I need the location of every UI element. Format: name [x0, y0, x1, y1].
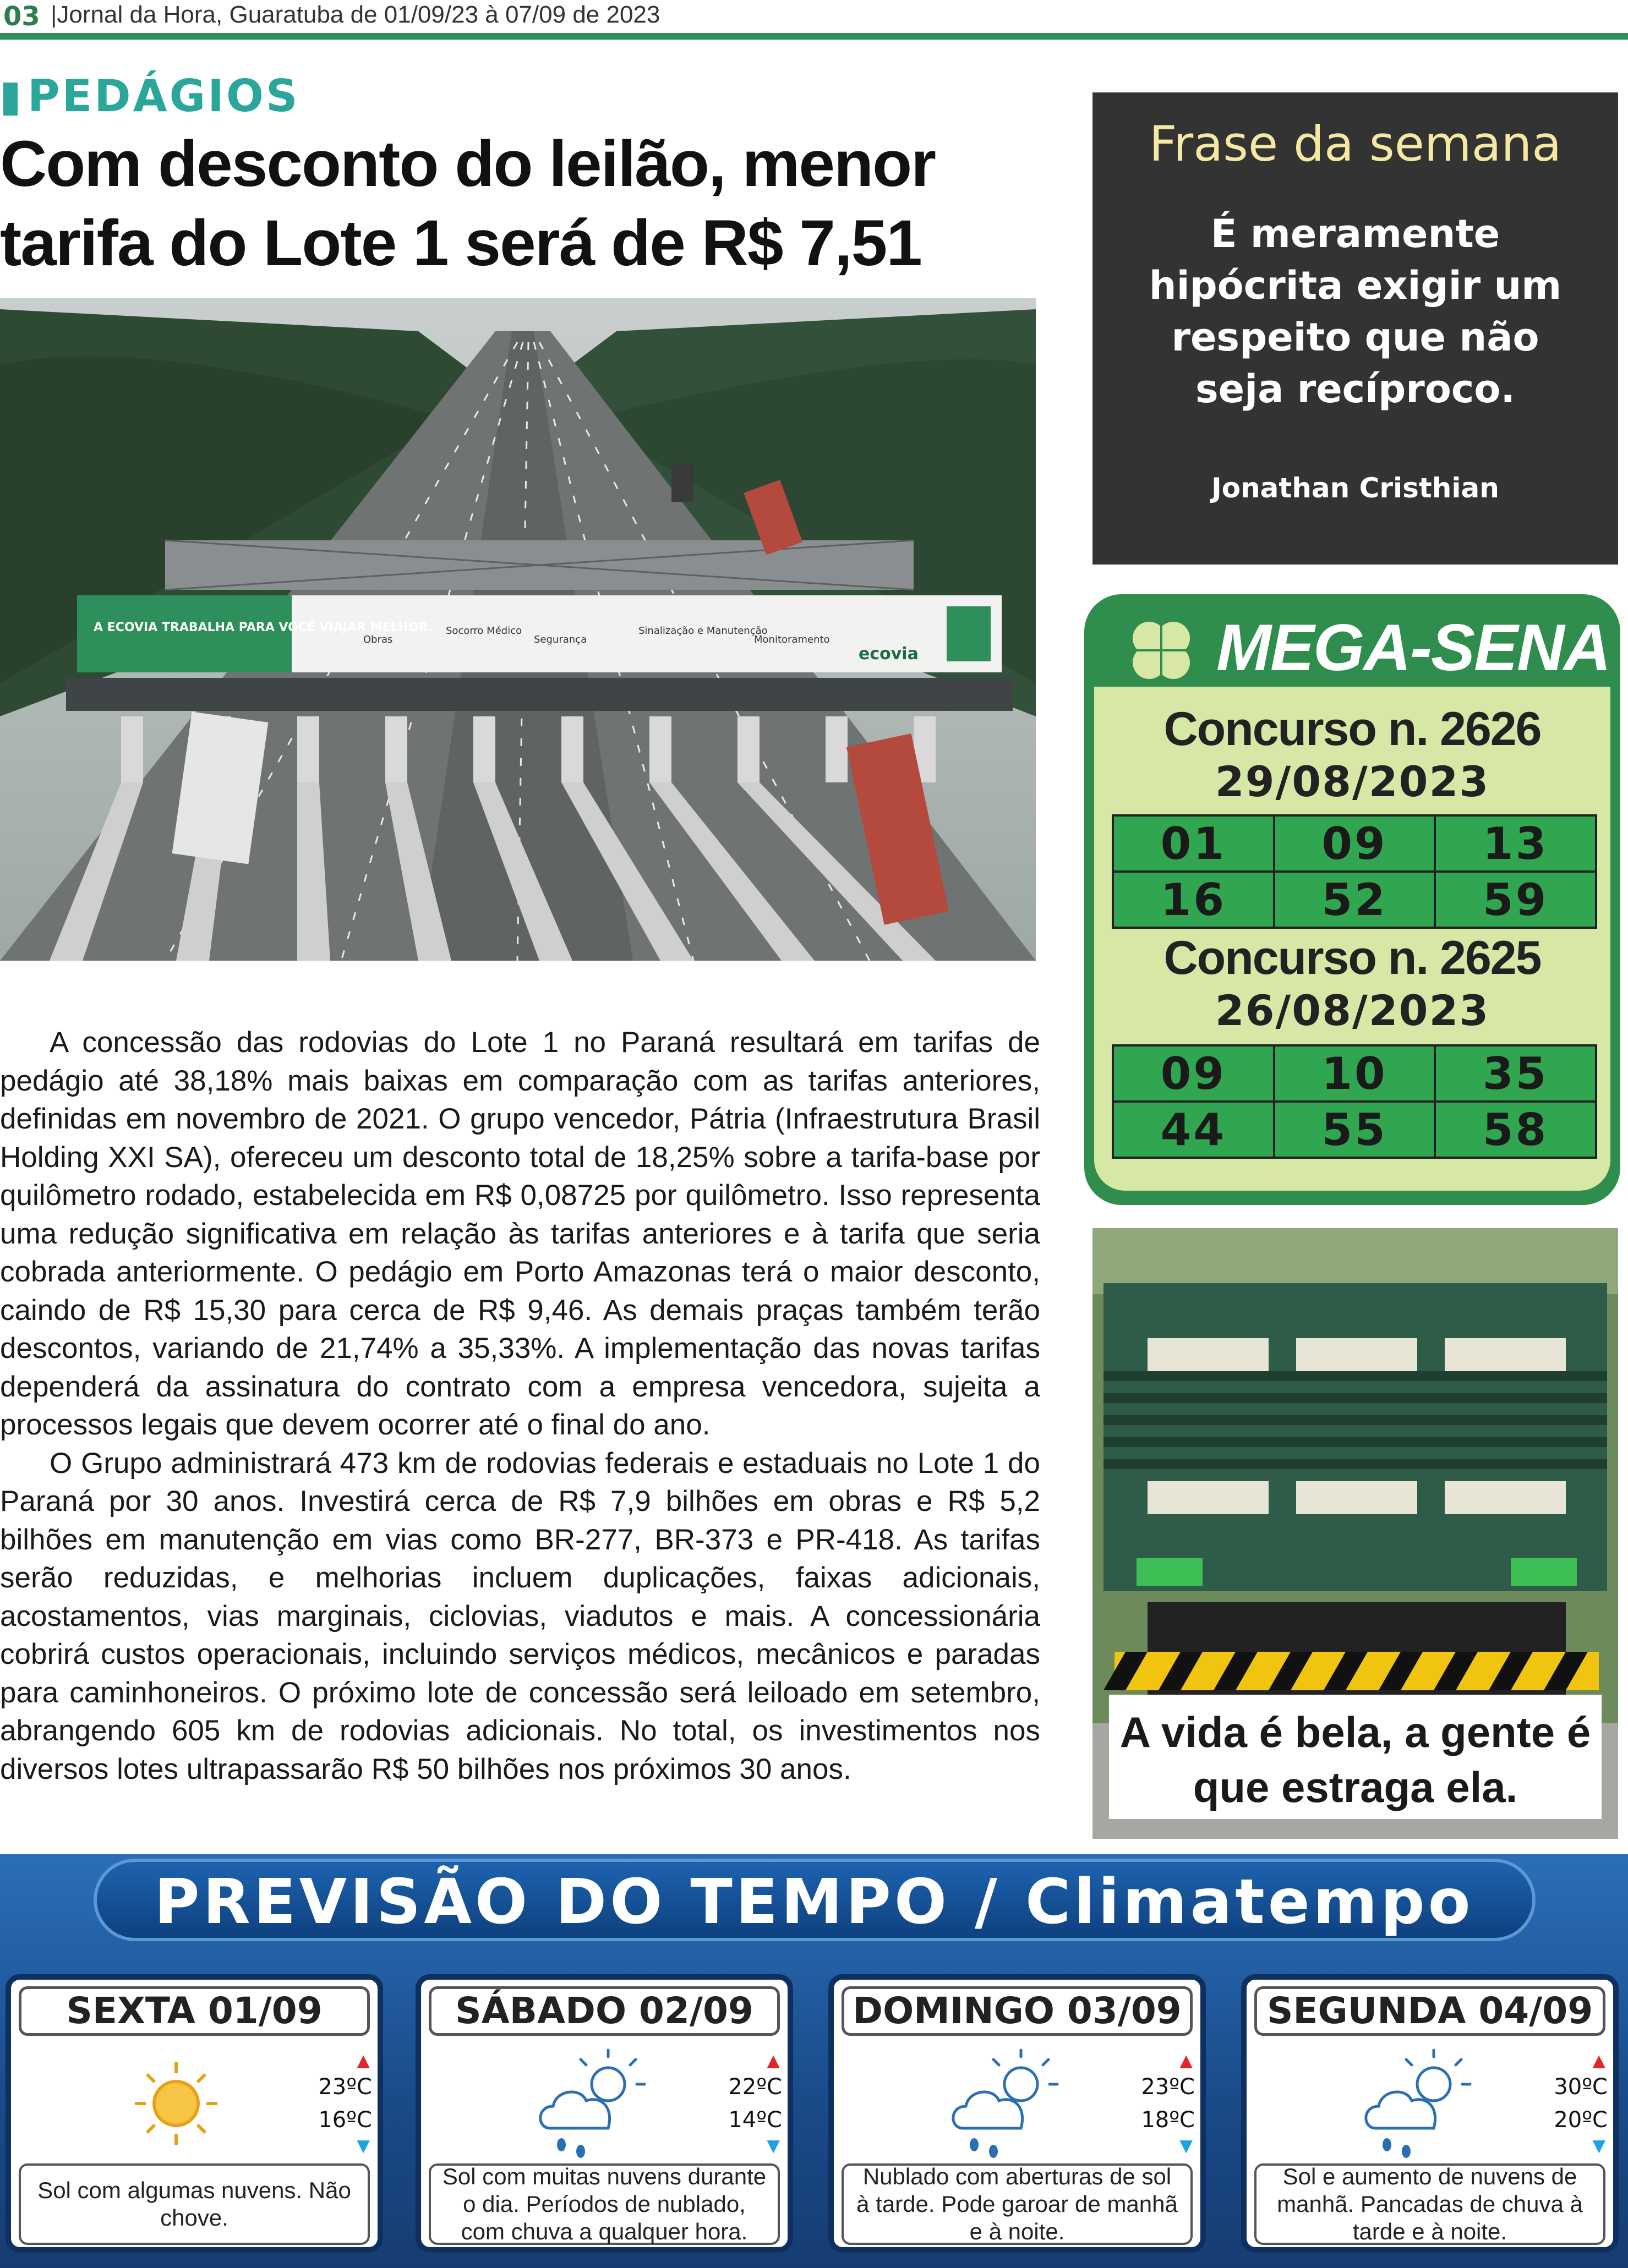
sun-ray: [147, 2125, 155, 2133]
drawn-number: 01: [1114, 817, 1273, 870]
article-paragraph: A concessão das rodovias do Lote 1 no Paraná resultará em tarifas de pedágio até 38,18% mais baixas em comparação com as tarifas anteriores, definidas em novembro de 2021. O grupo vencedor, Pátria (Infraestrutura Brasil Holding XXI SA), ofereceu um desconto total de 18,25% sobre a tarifa-base por quilômetro rodado, estabelecida em R$ 0,08725 por quilômetro. Isso representa uma redução significativa em relação às tarifas anteriores e à tarifa que seria cobrada anteriormente. O pedágio em Porto Amazonas terá o maior desconto, caindo de R$ 15,30 para cerca de R$ 9,46. As demais praças também terão descontos, variando de 21,74% a 35,33%. A implementação das novas tarifas dependerá da assinatura do contrato com a empresa vencedora, sujeita a processos legais que devem ocorrer até o final do ano.: [0, 1026, 1040, 1441]
weather-section: [0, 1854, 1628, 2268]
header-divider: [0, 33, 1628, 40]
temp-min: 14ºC: [728, 2107, 782, 2133]
drawn-number: 59: [1436, 873, 1595, 927]
banner-item: Segurança: [534, 634, 587, 645]
weather-title: PREVISÃO DO TEMPO / Climatempo: [154, 1866, 1474, 1938]
mega-sena-title: MEGA-SENA: [1216, 611, 1610, 684]
phrase-box: [1092, 92, 1618, 565]
draw-date: 29/08/2023: [1215, 757, 1490, 806]
sun-ray: [147, 2074, 155, 2082]
temp-up-arrow-icon: ▲: [1588, 2049, 1610, 2073]
drawn-number: 35: [1436, 1047, 1595, 1100]
temp-min: 18ºC: [1141, 2107, 1195, 2133]
temp-up-arrow-icon: ▲: [762, 2049, 784, 2073]
article-paragraph: O Grupo administrará 473 km de rodovias federais e estaduais no Lote 1 do Paraná por 30 anos. Investirá cerca de R$ 7,9 bilhões em obras e R$ 5,2 bilhões em manutenção em vias como BR-277, BR-373 e PR-418. As tarifas serão reduzidas, e melhorias incluem duplicações, faixas adicionais, acostamentos, vias marginais, ciclovias, viadutos e mais. A concessionária cobrirá custos operacionais, incluindo serviços médicos, mecânicos e paradas para caminhoneiros. O próximo lote de concessão será leiloado em setembro, abrangendo 605 km de rodovias adicionais. No total, os investimentos nos diversos lotes ultrapassarão R$ 50 bilhões nos próximos 30 anos.: [0, 1447, 1040, 1785]
forecast-day: SEGUNDA 04/09: [1254, 1986, 1605, 2036]
temp-min: 16ºC: [318, 2107, 372, 2133]
forecast-card: [828, 1974, 1206, 2253]
section-tag-bar: [3, 83, 18, 116]
sun-ray: [198, 2125, 205, 2133]
temp-up-arrow-icon: ▲: [352, 2049, 374, 2073]
article-body: [0, 1023, 1040, 1788]
banner-item: Monitoramento: [754, 634, 830, 645]
temp-down-arrow-icon: ▼: [352, 2134, 374, 2158]
forecast-card: [1241, 1974, 1619, 2253]
drawn-number: 16: [1114, 873, 1273, 927]
article-headline: Com desconto do leilão, menor tarifa do Lote 1 será de R$ 7,51: [0, 128, 936, 280]
drawn-number: 09: [1114, 1047, 1273, 1100]
draw-label: Concurso n. 2626: [1163, 703, 1541, 755]
toll-plaza-photo: [0, 298, 1036, 961]
cloud-sun-rain-icon: [520, 2046, 652, 2161]
temp-min: 20ºC: [1554, 2107, 1608, 2133]
drawn-number: 44: [1114, 1103, 1273, 1157]
clover-icon: [1123, 612, 1200, 689]
mega-sena-box: [1084, 594, 1620, 1205]
sun-ray: [198, 2074, 205, 2082]
banner-item: Sinalização e Manutenção: [638, 625, 768, 637]
forecast-day: SEXTA 01/09: [19, 1986, 370, 2036]
temp-down-arrow-icon: ▼: [1175, 2134, 1197, 2158]
page-number: 03: [3, 1, 40, 32]
banner-logo: ecovia: [859, 644, 919, 664]
section-tag: PEDÁGIOS: [28, 70, 300, 122]
banner-item: Socorro Médico: [446, 625, 522, 637]
temp-max: 23ºC: [1141, 2074, 1195, 2100]
forecast-description: Sol e aumento de nuvens de manhã. Pancadas de chuva à tarde e à noite.: [1254, 2163, 1605, 2245]
temp-max: 23ºC: [318, 2074, 372, 2100]
draw-numbers-grid: [1112, 814, 1597, 929]
cloud-sun-rain-icon: [933, 2046, 1065, 2161]
drawn-number: 52: [1275, 873, 1434, 927]
banner-text: A ECOVIA TRABALHA PARA VOCÊ VIAJAR MELHOR.: [94, 621, 433, 634]
drawn-number: 13: [1436, 817, 1595, 870]
drawn-number: 10: [1275, 1047, 1434, 1100]
temp-max: 30ºC: [1554, 2074, 1608, 2100]
forecast-day: DOMINGO 03/09: [842, 1986, 1193, 2036]
drawn-number: 58: [1436, 1103, 1595, 1157]
cloud-sun-rain-icon: [1346, 2046, 1478, 2161]
forecast-description: Nublado com aberturas de sol à tarde. Pode garoar de manhã e à noite.: [842, 2163, 1193, 2245]
phrase-quote: É meramente hipócrita exigir um respeito que não seja recíproco.: [1149, 211, 1562, 412]
forecast-description: Sol com algumas nuvens. Não chove.: [19, 2163, 370, 2245]
draw-label: Concurso n. 2625: [1163, 932, 1541, 984]
temp-down-arrow-icon: ▼: [762, 2134, 784, 2158]
phrase-author: Jonathan Cristhian: [1211, 472, 1499, 504]
forecast-day: SÁBADO 02/09: [429, 1986, 780, 2036]
drawn-number: 55: [1275, 1103, 1434, 1157]
toll-plaza-illustration: [0, 298, 1036, 961]
page-header: [0, 0, 1628, 33]
truck-photo: [1092, 1228, 1618, 1839]
banner-item: Obras: [363, 634, 393, 645]
sun-icon: [110, 2046, 242, 2161]
forecast-description: Sol com muitas nuvens durante o dia. Períodos de nublado, com chuva a qualquer hora.: [429, 2163, 780, 2245]
publication-line: |Jornal da Hora, Guaratuba de 01/09/23 à 07/09 de 2023: [51, 1, 660, 28]
phrase-title: Frase da semana: [1149, 116, 1562, 172]
temp-up-arrow-icon: ▲: [1175, 2049, 1197, 2073]
temp-max: 22ºC: [728, 2074, 782, 2100]
draw-date: 26/08/2023: [1215, 986, 1490, 1035]
forecast-card: [6, 1974, 383, 2253]
forecast-card: [416, 1974, 793, 2253]
drawn-number: 09: [1275, 817, 1434, 870]
draw-numbers-grid: [1112, 1044, 1597, 1159]
temp-down-arrow-icon: ▼: [1588, 2134, 1610, 2158]
truck-caption: A vida é bela, a gente é que estraga ela.: [1109, 1695, 1602, 1819]
